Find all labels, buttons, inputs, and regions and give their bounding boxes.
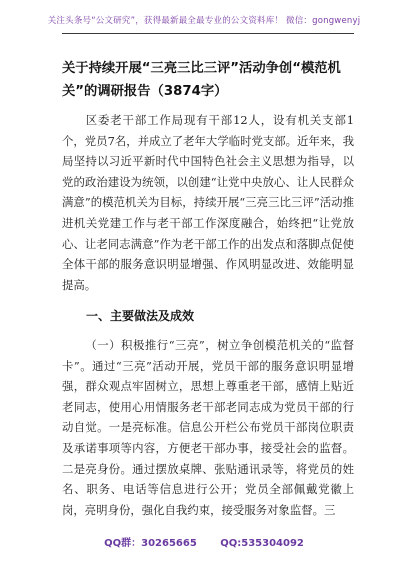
header-banner: 关注头条号“公文研究”，获得最新最全最专业的公文资料库！ 微信：gongwenyj — [47, 16, 361, 26]
intro-paragraph-text: 区委老干部工作局现有干部12人，设有机关支部1个，党员7名，并成立了老年大学临时党支部。近年来，我局坚持以习近平新时代中国特色社会主义思想为指导，以党的政治建设为统领，以创建“让党中央放心、让人民群众满意”的模范机关为目标，持续开展“三亮三比三评”活动推进机关党建工作与老干部工作深度融合，始终把“让党放心、让老同志满意”作为老干部工作的出发点和落脚点促使全体干部的服务意识明显增强、作风明显改进、效能明显提高。 — [62, 113, 355, 292]
footer-qq-group: QQ群：30265665 — [104, 538, 197, 549]
footer-qq: QQ:535304092 — [220, 538, 304, 549]
section-paragraph — [62, 335, 354, 520]
section-heading-text: 一、主要做法及成效 — [86, 309, 195, 323]
section-heading — [62, 307, 354, 324]
footer-contact — [0, 534, 408, 549]
header-divider — [62, 33, 354, 34]
document-title: 关于持续开展“三亮三比三评”活动争创“模范机关”的调研报告（3874字） — [62, 61, 341, 99]
intro-paragraph — [62, 110, 354, 295]
section-paragraph-text: （一）积极推行“三亮”，树立争创模范机关的“监督卡”。通过“三亮”活动开展，党员干部的服务意识明显增强，群众观点牢固树立，思想上尊重老干部，感情上贴近老同志，使用心用情服务老干部老同志成为党员干部的行动自觉。一是亮标准。信息公开栏公布党员干部岗位职责及承诺事项等内容，方便老干部办事，接受社会的监督。二是亮身份。通过摆放桌牌、张贴通讯录等，将党员的姓名、职务、电话等信息进行公开；党员全部佩戴党徽上岗，亮明身份，强化自我约束，接受服务对象监督。三 — [62, 338, 354, 517]
